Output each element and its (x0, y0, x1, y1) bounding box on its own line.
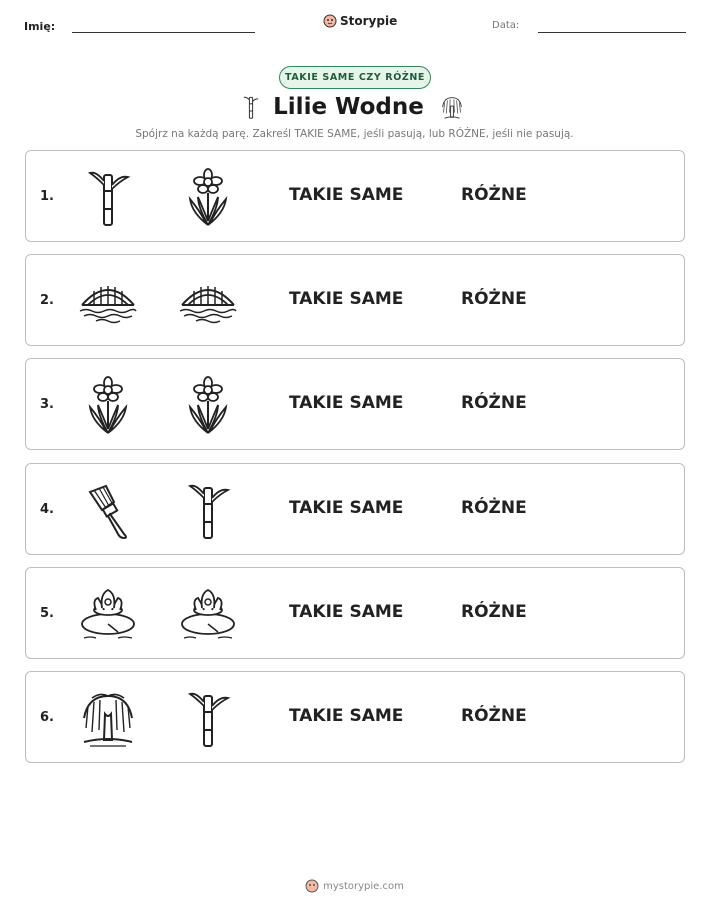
exercise-list (25, 150, 685, 775)
name-label: Imię: (24, 20, 56, 33)
water-lily-icon (78, 584, 138, 644)
exercise-row-5 (25, 567, 685, 659)
exercise-row-1 (25, 150, 685, 242)
bamboo-icon (178, 688, 238, 748)
footer (0, 879, 709, 893)
exercise-row-2 (25, 254, 685, 346)
different-option[interactable]: RÓŻNE (461, 185, 527, 205)
row-number: 5. (40, 605, 54, 621)
brand-name: Storypie (340, 14, 398, 28)
different-option[interactable]: RÓŻNE (461, 601, 527, 622)
row-number: 1. (40, 189, 54, 204)
bridge-icon (78, 271, 138, 331)
instructions: Spójrz na każdą parę. Zakreśl TAKIE SAME, jeśli pasują, lub RÓŻNE, jeśli nie pasują. (135, 128, 574, 140)
daffodil-icon (78, 375, 138, 435)
page-title: Lilie Wodne (273, 94, 424, 120)
different-option[interactable]: RÓŻNE (461, 289, 527, 310)
same-option[interactable]: TAKIE SAME (289, 289, 404, 310)
date-label: Data: (492, 20, 520, 31)
bamboo-icon (243, 93, 259, 121)
exercise-row-4 (25, 463, 685, 555)
same-option[interactable]: TAKIE SAME (289, 393, 404, 414)
date-field[interactable] (538, 32, 686, 33)
different-option[interactable]: RÓŻNE (461, 497, 527, 518)
exercise-row-3 (25, 358, 685, 450)
different-option[interactable]: RÓŻNE (461, 393, 527, 414)
paintbrush-icon (78, 480, 138, 540)
storypie-mascot-icon (323, 14, 337, 28)
willow-tree-icon (78, 688, 138, 748)
daffodil-icon (178, 167, 238, 227)
row-number: 2. (40, 293, 54, 309)
bamboo-icon (78, 167, 138, 227)
different-option[interactable]: RÓŻNE (461, 705, 527, 726)
row-number: 6. (40, 709, 54, 725)
willow-tree-icon (438, 93, 466, 121)
bridge-icon (178, 271, 238, 331)
same-option[interactable]: TAKIE SAME (289, 705, 404, 726)
same-option[interactable]: TAKIE SAME (289, 185, 404, 205)
bamboo-icon (178, 480, 238, 540)
brand-logo (323, 14, 397, 28)
worksheet-type-badge: TAKIE SAME CZY RÓŻNE (279, 66, 431, 89)
water-lily-icon (178, 584, 238, 644)
same-option[interactable]: TAKIE SAME (289, 497, 404, 518)
daffodil-icon (178, 375, 238, 435)
same-option[interactable]: TAKIE SAME (289, 601, 404, 622)
title-row (0, 92, 709, 122)
row-number: 4. (40, 501, 54, 517)
name-field[interactable] (72, 32, 255, 33)
row-number: 3. (40, 397, 54, 413)
footer-url[interactable]: mystorypie.com (323, 880, 404, 892)
exercise-row-6 (25, 671, 685, 763)
storypie-mascot-icon (305, 879, 319, 893)
